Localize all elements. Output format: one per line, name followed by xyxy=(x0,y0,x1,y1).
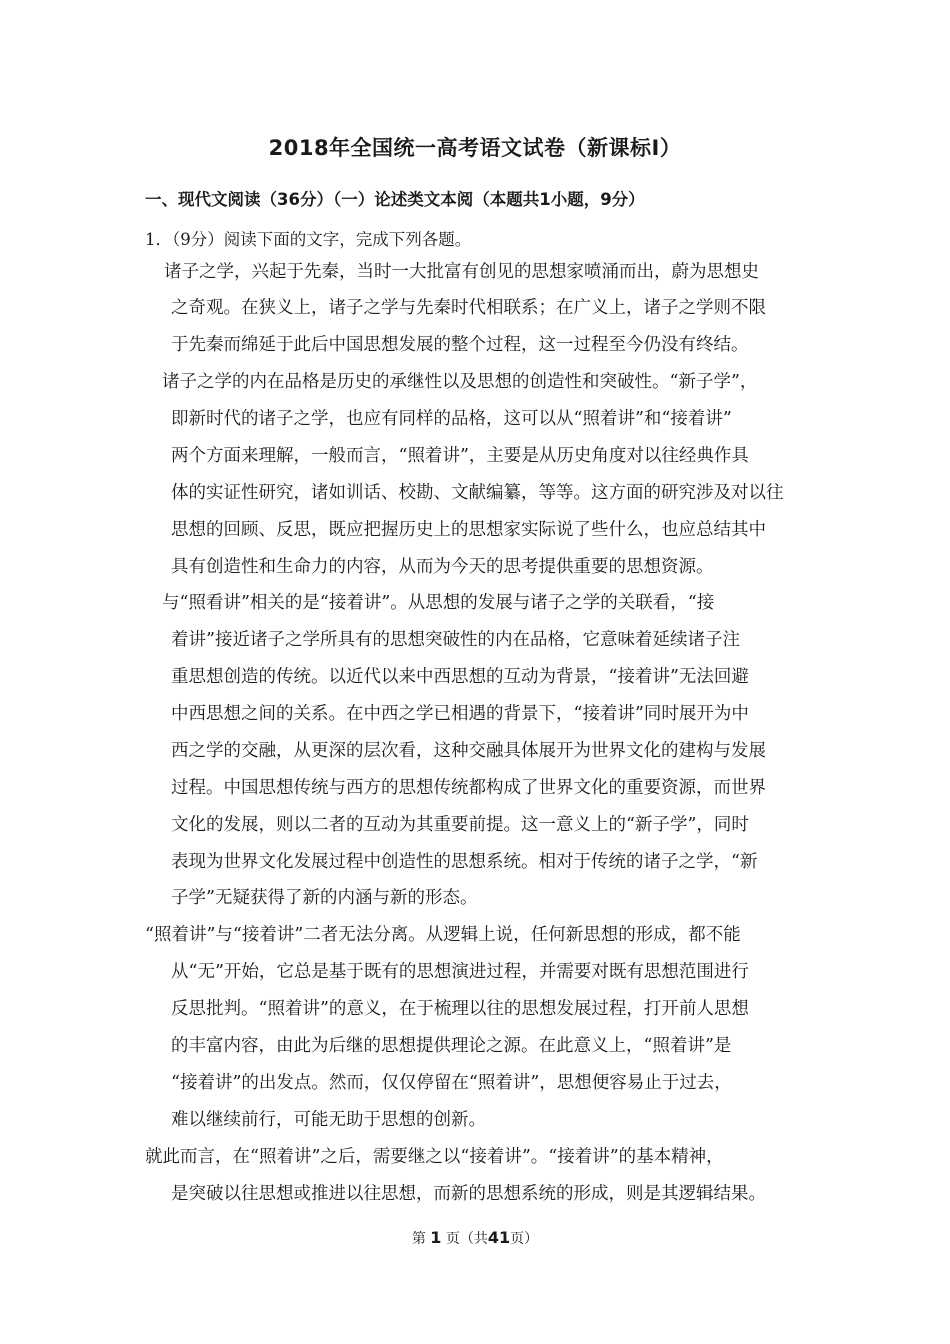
passage-line: 表现为世界文化发展过程中创造性的思想系统。相对于传统的诸子之学，“新 xyxy=(171,852,758,872)
passage-line: 是突破以往思想或推进以往思想，而新的思想系统的形成，则是其逻辑结果。 xyxy=(171,1184,766,1204)
passage-line: 之奇观。在狭义上，诸子之学与先秦时代相联系；在广义上，诸子之学则不限 xyxy=(171,298,766,318)
passage-line: 重思想创造的传统。以近代以来中西思想的互动为背景，“接着讲”无法回避 xyxy=(171,667,749,687)
footer-suffix: 页） xyxy=(510,1231,539,1247)
passage-line: 思想的回顾、反思，既应把握历史上的思想家实际说了些什么，也应总结其中 xyxy=(171,520,766,540)
passage-line: 于先秦而绵延于此后中国思想发展的整个过程，这一过程至今仍没有终结。 xyxy=(171,335,749,355)
passage-line: 从“无”开始，它总是基于既有的思想演进过程，并需要对既有思想范围进行 xyxy=(171,962,749,982)
passage-line: 就此而言，在“照着讲”之后，需要继之以“接着讲”。“接着讲”的基本精神， xyxy=(145,1147,724,1167)
passage-line: 具有创造性和生命力的内容，从而为今天的思考提供重要的思想资源。 xyxy=(171,557,714,577)
total-pages: 41 xyxy=(487,1228,511,1247)
exam-title: 2018年全国统一高考语文试卷（新课标Ⅰ） xyxy=(268,136,682,160)
footer-middle: 页（共 xyxy=(445,1231,488,1247)
question-intro: 1．（9分）阅读下面的文字，完成下列各题。 xyxy=(145,230,472,249)
passage-line: 反思批判。“照着讲”的意义，在于梳理以往的思想发展过程，打开前人思想 xyxy=(171,999,749,1019)
passage-line: 着讲”接近诸子之学所具有的思想突破性的内在品格，它意味着延续诸子注 xyxy=(171,630,740,650)
passage-line: 诸子之学，兴起于先秦，当时一大批富有创见的思想家喷涌而出，蔚为思想史 xyxy=(164,262,759,282)
passage-line: 中西思想之间的关系。在中西之学已相遇的背景下，“接着讲”同时展开为中 xyxy=(171,704,749,724)
passage-line: 即新时代的诸子之学，也应有同样的品格，这可以从“照着讲”和“接着讲” xyxy=(171,409,732,429)
page-footer xyxy=(0,1228,950,1248)
passage-line: 难以继续前行，可能无助于思想的创新。 xyxy=(171,1110,486,1130)
footer-prefix: 第 xyxy=(411,1231,426,1247)
passage-line: 体的实证性研究，诸如训话、校勘、文献编纂，等等。这方面的研究涉及对以往 xyxy=(171,483,784,503)
passage-line: 过程。中国思想传统与西方的思想传统都构成了世界文化的重要资源，而世界 xyxy=(171,778,766,798)
passage-line: 子学”无疑获得了新的内涵与新的形态。 xyxy=(171,888,478,908)
passage-line: 的丰富内容，由此为后继的思想提供理论之源。在此意义上，“照着讲”是 xyxy=(171,1036,732,1056)
passage-line: 西之学的交融，从更深的层次看，这种交融具体展开为世界文化的建构与发展 xyxy=(171,741,766,761)
passage-line: 与“照看讲”相关的是“接着讲”。从思想的发展与诸子之学的关联看，“接 xyxy=(162,593,715,613)
section-heading: 一、现代文阅读（36分）（一）论述类文本阅（本题共1小题，9分） xyxy=(145,190,645,209)
passage-line: “接着讲”的出发点。然而，仅仅停留在“照着讲”，思想便容易止于过去， xyxy=(171,1073,732,1093)
page-number: 1 xyxy=(430,1228,442,1247)
passage-line: 诸子之学的内在品格是历史的承继性以及思想的创造性和突破性。“新子学”， xyxy=(162,372,758,392)
passage-line: “照着讲”与“接着讲”二者无法分离。从逻辑上说，任何新思想的形成，都不能 xyxy=(145,925,741,945)
passage-line: 文化的发展，则以二者的互动为其重要前提。这一意义上的“新子学”，同时 xyxy=(171,815,749,835)
passage-line: 两个方面来理解，一般而言，“照着讲”，主要是从历史角度对以往经典作具 xyxy=(171,446,749,466)
